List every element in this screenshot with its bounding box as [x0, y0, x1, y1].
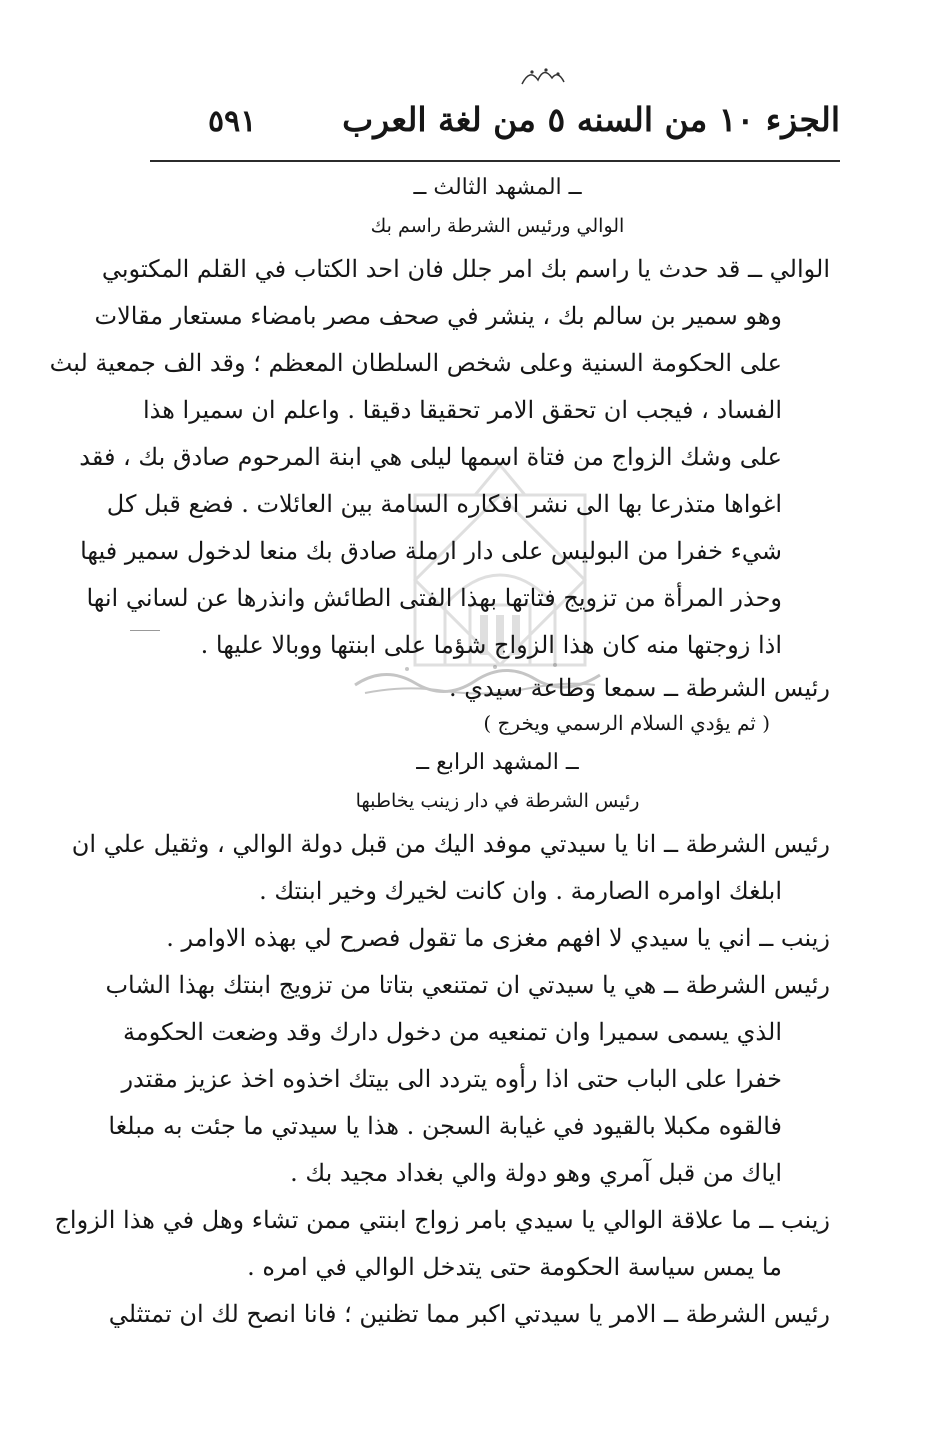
page-number: ٥٩١: [208, 104, 257, 139]
text-line: وحذر المرأة من تزويج فتاتها بهذا الفتى الطائش وانذرها عن لساني انها: [86, 584, 782, 612]
text-line: رئيس الشرطة ــ هي يا سيدتي ان تمتنعي بتاتا من تزويج ابنتك بهذا الشاب: [105, 971, 830, 999]
text-line: زينب ــ ما علاقة الوالي يا سيدي بامر زواج ابنتي ممن تشاء وهل في هذا الزواج: [54, 1206, 830, 1234]
scene3-subtitle: الوالي ورئيس الشرطة راسم بك: [370, 215, 625, 237]
text-line: اياك من قبل آمري وهو دولة والي بغداد مجيد بك .: [290, 1159, 782, 1187]
text-line: رئيس الشرطة ــ انا يا سيدتي موفد اليك من قبل دولة الوالي ، وثقيل علي ان: [71, 830, 830, 858]
text-line: اذا زوجتها منه كان هذا الزواج شؤما على ابنتها ووبالا عليها .: [200, 631, 782, 659]
text-line: خفرا على الباب حتى اذا رأوه يتردد الى بيتك اخذوه اخذ عزيز مقتدر: [121, 1065, 782, 1093]
margin-mark: [130, 630, 160, 631]
text-line: زينب ــ اني يا سيدي لا افهم مغزى ما تقول فصرح لي بهذه الاوامر .: [166, 924, 830, 952]
text-line: على الحكومة السنية وعلى شخص السلطان المعظم ؛ وقد الف جمعية لبث: [49, 349, 782, 377]
text-line: ما يمس سياسة الحكومة حتى يتدخل الوالي في امره .: [247, 1253, 782, 1281]
text-line: وهو سمير بن سالم بك ، ينشر في صحف مصر بامضاء مستعار مقالات: [94, 302, 782, 330]
text-line: على وشك الزواج من فتاة اسمها ليلى هي ابنة المرحوم صادق بك ، فقد: [79, 443, 782, 471]
text-line: الوالي ــ قد حدث يا راسم بك امر جلل فان احد الكتاب في القلم المكتوبي: [101, 255, 830, 283]
stage-direction: ( ثم يؤدي السلام الرسمي ويخرج ): [483, 711, 770, 735]
page-body: [49, 170, 830, 1338]
text-line: الفساد ، فيجب ان تحقق الامر تحقيقا دقيقا . واعلم ان سميرا هذا: [142, 396, 782, 424]
header-divider: [150, 160, 840, 162]
scene4-title: ــ المشهد الرابع ــ: [416, 750, 579, 775]
text-line: رئيس الشرطة ــ الامر يا سيدتي اكبر مما تظنين ؛ فانا انصح لك ان تمتثلي: [108, 1300, 830, 1328]
text-line: شيء خفرا من البوليس على دار ارملة صادق بك منعا لدخول سمير فيها: [80, 537, 782, 565]
text-line: فالقوه مكبلا بالقيود في غيابة السجن . هذا يا سيدتي ما جئت به مبلغا: [108, 1112, 782, 1140]
scene4-subtitle: رئيس الشرطة في دار زينب يخاطبها: [355, 790, 640, 812]
scene3-title: ــ المشهد الثالث ــ: [413, 175, 582, 200]
text-line: الذي يسمى سميرا وان تمنعيه من دخول دارك وقد وضعت الحكومة: [123, 1018, 782, 1046]
page-header: [150, 88, 840, 148]
text-line: ابلغك اوامره الصارمة . وان كانت لخيرك وخير ابنتك .: [259, 877, 782, 905]
running-title: الجزء ١٠ من السنه ٥ من لغة العرب: [342, 100, 840, 139]
text-line: اغواها متذرعا بها الى نشر افكاره السامة بين العائلات . فضع قبل كل: [106, 490, 782, 518]
dialogue-reply: رئيس الشرطة ــ سمعا وطاعة سيدي .: [449, 674, 830, 702]
